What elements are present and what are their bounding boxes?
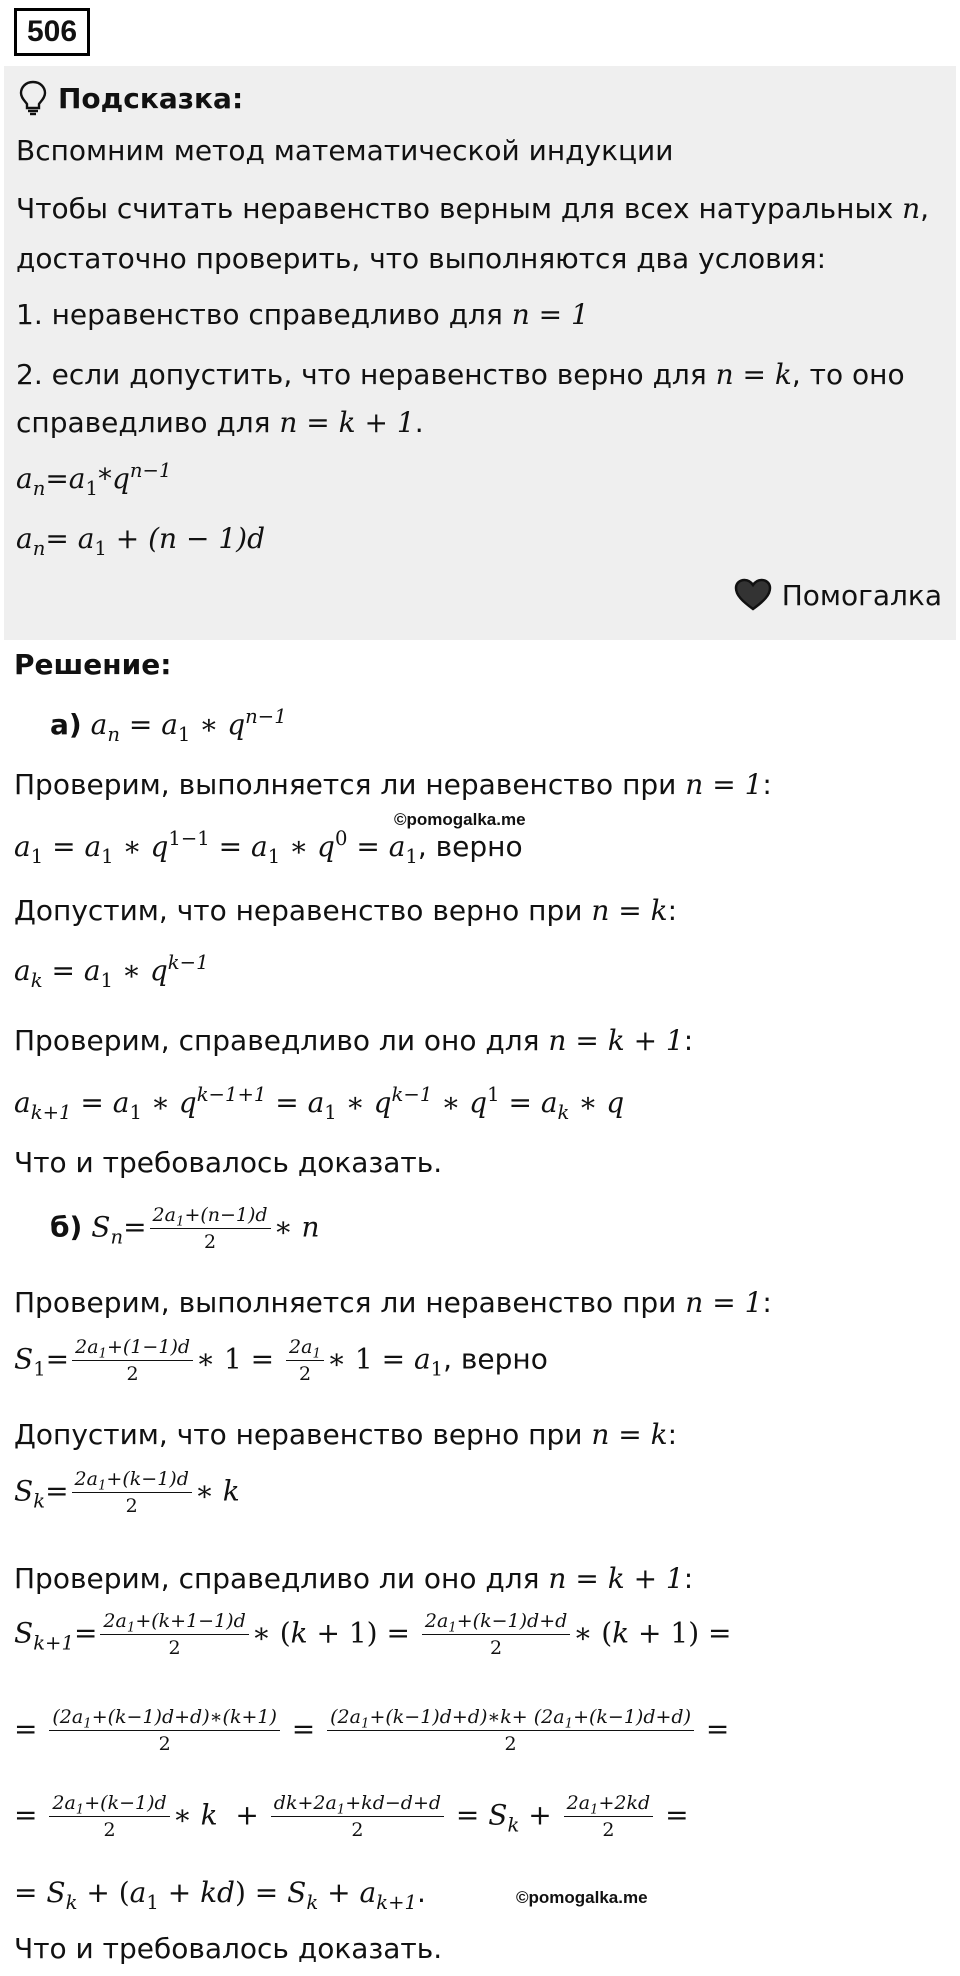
problem-number: 506 [14,8,90,56]
b-step-line-2: = $\frac{(2a_1+(k-1)d+d)∗(k+1)}{2}$ = $\frac{(2a_1+(k-1)d+d)∗k+ (2a_1+(k-1)d+d)}{2}$ = [14,1706,730,1755]
hint-line-2: Чтобы считать неравенство верным для всех натуральных n, [16,192,930,225]
b-step-line-4: = $S_k + (a_1 + kd) = S_k + a_{k+1}$. [14,1876,426,1914]
a-assume-formula: $a_k = a_1$ ∗ $q^{k-1}$ [14,951,209,992]
watermark: ©pomogalka.me [394,810,526,829]
part-b-formula: б) $S_n=$ $\frac{2a_1+(n-1)d}{2}$ ∗ n [50,1204,320,1253]
watermark-2: ©pomogalka.me [516,1888,648,1907]
hint-box [4,66,956,640]
hint-formula-arithmetic: $a_n= a_1 + (n - 1)d$ [16,522,266,560]
b-check-k1: Проверим, справедливо ли оно для n = k + 1: [14,1562,694,1595]
lightbulb-icon [18,80,48,116]
a-step-formula: $a_{k+1} = a_1$ ∗ $q^{k-1+1} = a_1$ ∗ $q^{k-1}$ ∗ $q^1 = a_k$ ∗ q [14,1083,625,1124]
a-check-k1: Проверим, справедливо ли оно для n = k + 1: [14,1024,694,1057]
b-step-line-1: $S_{k+1}=$ $\frac{2a_1+(k+1-1)d}{2}$ ∗ (k + 1) = $\frac{2a_1+(k-1)d+d}{2}$ ∗ (k + 1) = [14,1610,732,1659]
hint-line-5: 2. если допустить, что неравенство верно для n = k, то оно [16,358,905,391]
b-assume-formula: $S_k=$ $\frac{2a_1+(k-1)d}{2}$ ∗ k [14,1468,240,1517]
hint-line-1: Вспомним метод математической индукции [16,134,674,167]
a-check-n1: Проверим, выполняется ли неравенство при n = 1: [14,768,772,801]
b-base-case: $S_1=$ $\frac{2a_1+(1-1)d}{2}$ ∗ 1 = $\frac{2a_1}{2}$ ∗ $1 = a_1$, верно [14,1336,548,1385]
b-step-line-3: = $\frac{2a_1+(k-1)d}{2}$ ∗ k + $\frac{dk+2a_1+kd-d+d}{2}$ = $S_k$ + $\frac{2a_1+2kd}{2}$ = [14,1792,689,1841]
a-done: Что и требовалось доказать. [14,1146,443,1179]
b-assume: Допустим, что неравенство верно при n = k: [14,1418,678,1451]
hint-formula-geometric: $a_n=a_1*q^{n-1}$ [16,459,172,500]
hint-line-3: достаточно проверить, что выполняются два условия: [16,242,827,275]
part-a-formula: а) $a_n = a_1$ ∗ $q^{n-1}$ [50,705,287,746]
heart-icon [734,578,772,612]
solution-title: Решение: [14,648,172,681]
brand [734,578,942,612]
b-check-n1: Проверим, выполняется ли неравенство при n = 1: [14,1286,772,1319]
hint-title-text: Подсказка: [58,81,244,115]
a-base-case: $a_1 = a_1$ ∗ $q^{1-1} = a_1$ ∗ $q^0 = a_1$, верно [14,827,523,868]
b-done: Что и требовалось доказать. [14,1932,443,1965]
brand-label: Помогалка [781,578,942,612]
a-assume: Допустим, что неравенство верно при n = k: [14,894,678,927]
hint-line-4: 1. неравенство справедливо для n = 1 [16,298,589,331]
hint-title [18,80,243,116]
hint-line-6: справедливо для n = k + 1. [16,406,424,439]
